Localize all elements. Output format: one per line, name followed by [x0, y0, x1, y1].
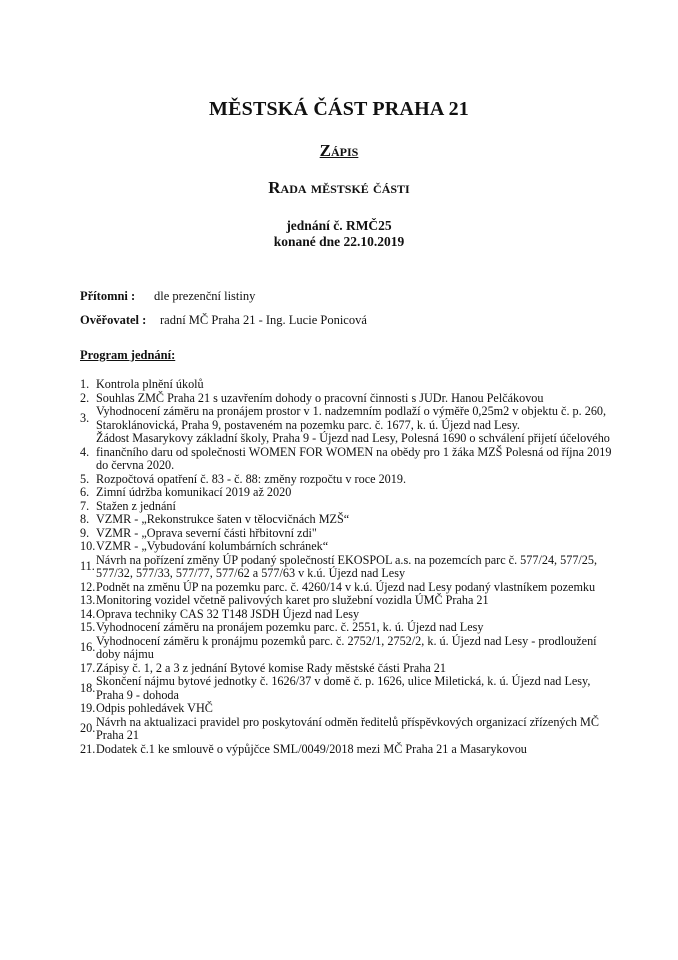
- program-item-number: 2.: [80, 390, 90, 405]
- program-item-number: 5.: [80, 471, 90, 486]
- program-item-number: 21.: [80, 741, 96, 756]
- program-item: [80, 473, 620, 487]
- program-item: [80, 500, 620, 514]
- program-item-number: 18.: [80, 680, 96, 695]
- program-item-number: 17.: [80, 660, 96, 675]
- program-item-number: 11.: [80, 559, 95, 574]
- meeting-date: konané dne 22.10.2019: [273, 234, 405, 249]
- program-item-text: Souhlas ZMČ Praha 21 s uzavřením dohody o pracovní činnosti s JUDr. Hanou Pelčákovou: [96, 390, 544, 405]
- program-item: [80, 594, 620, 608]
- program-item: [80, 635, 620, 662]
- program-item-number: 16.: [80, 640, 96, 655]
- program-item-number: 4.: [80, 444, 90, 459]
- program-item-number: 19.: [80, 701, 96, 715]
- program-item-text: Zimní údržba komunikací 2019 až 2020: [96, 485, 292, 499]
- program-item-number: 20.: [80, 721, 96, 736]
- program-item: [80, 527, 620, 541]
- program-item-text: Návrh na pořízení změny ÚP podaný společností EKOSPOL a.s. na pozemcích parc č. 577/24, 577/25, 577/32, 577/33, 577/77, 577/62 a 577/63 v k.ú. Újezd nad Lesy: [96, 552, 598, 580]
- program-item-number: 10.: [80, 539, 96, 553]
- program-item-text: VZMR - „Vybudování kolumbárních schránek“: [96, 539, 329, 553]
- program-item-text: Stažen z jednání: [96, 498, 176, 513]
- program-item-text: Odpis pohledávek VHČ: [96, 701, 213, 715]
- program-title: Program jednání:: [80, 348, 176, 362]
- program-item-text: Rozpočtová opatření č. 83 - č. 88: změny rozpočtu v roce 2019.: [96, 471, 407, 486]
- program-item-number: 14.: [80, 606, 96, 621]
- document-type: Zápis: [319, 141, 359, 160]
- program-item-number: 7.: [80, 498, 90, 513]
- program-item-number: 3.: [80, 410, 90, 425]
- verifier-label: Ověřovatel :: [80, 313, 147, 327]
- verifier-value: radní MČ Praha 21 - Ing. Lucie Ponicová: [160, 313, 367, 327]
- program-item: [80, 378, 620, 392]
- program-item-text: Monitoring vozidel včetně palivových karet pro služební vozidla ÚMČ Praha 21: [96, 593, 489, 607]
- program-item-number: 6.: [80, 485, 90, 499]
- program-item-text: Vyhodnocení záměru na pronájem pozemku parc. č. 2551, k. ú. Újezd nad Lesy: [96, 620, 484, 634]
- present-field: [80, 289, 255, 304]
- program-item-number: 12.: [80, 579, 96, 594]
- council-name: Rada městské části: [268, 178, 410, 197]
- program-item-text: VZMR - „Rekonstrukce šaten v tělocvičnách MZŠ“: [96, 512, 350, 526]
- present-value: dle prezenční listiny: [154, 289, 256, 303]
- present-label: Přítomni :: [80, 289, 136, 303]
- program-item: [80, 675, 620, 702]
- program-item-number: 8.: [80, 512, 90, 526]
- program-item: [80, 405, 620, 432]
- program-item: [80, 743, 620, 757]
- program-item: [80, 392, 620, 406]
- program-item-number: 15.: [80, 620, 96, 634]
- program-item: [80, 486, 620, 500]
- program-item-text: Skončení nájmu bytové jednotky č. 1626/37 v domě č. p. 1626, ulice Miletická, k. ú. Újezd nad Lesy, Praha 9 - dohoda: [96, 674, 591, 702]
- program-item-text: Vyhodnocení záměru k pronájmu pozemků parc. č. 2752/1, 2752/2, k. ú. Újezd nad Lesy - prodloužení doby nájmu: [96, 633, 597, 661]
- program-item: [80, 540, 620, 554]
- program-item: [80, 662, 620, 676]
- program-item: [80, 432, 620, 473]
- program-item: [80, 608, 620, 622]
- program-list: [80, 378, 620, 756]
- program-item-text: Zápisy č. 1, 2 a 3 z jednání Bytové komise Rady městské části Praha 21: [96, 660, 446, 675]
- program-item: [80, 513, 620, 527]
- program-item-text: Návrh na aktualizaci pravidel pro poskytování odměn ředitelů příspěvkových organizací zřízených MČ Praha 21: [96, 714, 600, 742]
- program-item: [80, 554, 620, 581]
- document-title: MĚSTSKÁ ČÁST PRAHA 21: [209, 98, 469, 120]
- program-item-text: Dodatek č.1 ke smlouvě o výpůjčce SML/0049/2018 mezi MČ Praha 21 a Masarykovou: [96, 741, 527, 756]
- program-item: [80, 702, 620, 716]
- meeting-number: jednání č. RMČ25: [286, 218, 392, 233]
- program-item-text: Kontrola plnění úkolů: [96, 377, 204, 391]
- program-item: [80, 716, 620, 743]
- program-item-text: VZMR - „Oprava severní části hřbitovní zdi": [96, 525, 317, 540]
- program-item: [80, 621, 620, 635]
- program-item-text: Vyhodnocení záměru na pronájem prostor v 1. nadzemním podlaží o výměře 0,25m2 v objektu č. p. 260, Staroklánovická, Praha 9, postaveném na pozemku parc. č. 1677, k. ú. Újezd nad Lesy.: [96, 404, 607, 432]
- program-item-text: Podnět na změnu ÚP na pozemku parc. č. 4260/14 v k.ú. Újezd nad Lesy podaný vlastníkem pozemku: [96, 579, 596, 594]
- program-item-number: 13.: [80, 593, 96, 607]
- program-item-text: Žádost Masarykovy základní školy, Praha 9 - Újezd nad Lesy, Polesná 1690 o schválení přijetí účelového finančního daru od společnosti WOMEN FOR WOMEN na obědy pro 1 žáka MZŠ Polesná od října 2019 do června 2020.: [96, 431, 612, 472]
- program-item-text: Oprava techniky CAS 32 T148 JSDH Újezd nad Lesy: [96, 606, 360, 621]
- program-item: [80, 581, 620, 595]
- program-item-number: 9.: [80, 525, 90, 540]
- program-item-number: 1.: [80, 377, 90, 391]
- verifier-field: [80, 313, 367, 328]
